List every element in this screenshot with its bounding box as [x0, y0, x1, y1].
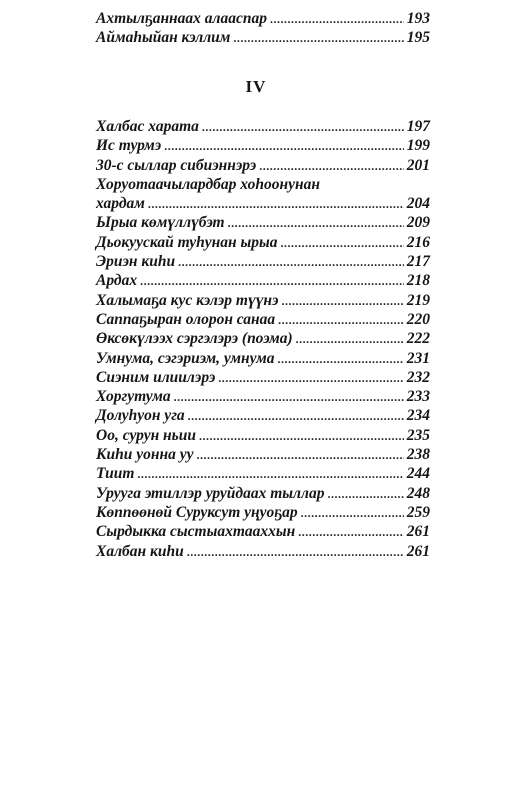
toc-entry-page: 232 [406, 368, 430, 386]
toc-entry [96, 445, 430, 464]
toc-entry-page: 248 [406, 484, 430, 502]
toc-entry [96, 233, 430, 252]
toc-entry-title: Сырдыкка сыстыахтааххын [96, 523, 296, 541]
toc-entry-title: Өксөкүлээх сэргэлэрэ (поэма) [96, 330, 293, 348]
leader-dots [296, 330, 404, 349]
toc-entry-title: Көппөөнөй Суруксут уңуоҕар [96, 503, 298, 521]
toc-entry-page: 235 [406, 426, 430, 444]
leader-dots [188, 407, 404, 426]
toc-main-block [96, 117, 430, 561]
toc-entry-title: Оо, сурун ньии [96, 426, 196, 444]
leader-dots [187, 543, 404, 562]
toc-entry-page: 219 [406, 291, 430, 309]
leader-dots [140, 272, 404, 291]
toc-entry-title: Хоргутума [96, 388, 171, 406]
toc-entry-page: 201 [406, 156, 430, 174]
toc-entry [96, 310, 430, 329]
leader-dots [281, 234, 404, 253]
toc-entry-page: 195 [406, 29, 430, 47]
toc-entry-multiline [96, 175, 430, 214]
toc-entry-title: Халымаҕа кус кэлэр түүнэ [96, 291, 279, 309]
toc-entry-page: 259 [406, 503, 430, 521]
toc-entry-page: 217 [406, 253, 430, 271]
toc-entry-title: Умнума, сэгэриэм, умнума [96, 349, 275, 367]
toc-entry-page: 222 [406, 330, 430, 348]
toc-entry-page: 261 [406, 523, 430, 541]
leader-dots [281, 292, 403, 311]
toc-entry-title: Эриэн киһи [96, 253, 176, 271]
toc-entry-title: Аймаһыйан кэллим [96, 29, 231, 47]
toc-entry-page: 199 [406, 137, 430, 155]
leader-dots [164, 137, 404, 156]
toc-entry [96, 426, 430, 445]
toc-entry-title: Ырыа көмүллүбэт [96, 214, 225, 232]
leader-dots [174, 388, 404, 407]
leader-dots [270, 10, 404, 29]
leader-dots [202, 118, 404, 137]
leader-dots [301, 504, 404, 523]
toc-entry-title: Киһи уонна уу [96, 446, 194, 464]
toc-entry [96, 136, 430, 155]
toc-entry-title: 30-с сыллар сибиэннэрэ [96, 156, 257, 174]
toc-entry-title: Тиит [96, 465, 135, 483]
toc-entry-page: 209 [406, 214, 430, 232]
leader-dots [298, 523, 403, 542]
toc-entry-page: 233 [406, 388, 430, 406]
leader-dots [137, 465, 403, 484]
toc-entry [96, 522, 430, 541]
toc-entry-page: 193 [406, 10, 430, 27]
toc-entry-page: 238 [406, 446, 430, 464]
toc-entry-page: 244 [406, 465, 430, 483]
leader-dots [196, 446, 403, 465]
toc-entry-page: 261 [406, 542, 430, 560]
leader-dots [199, 427, 404, 446]
toc-entry [96, 406, 430, 425]
toc-entry-title: Халбан киһи [96, 542, 184, 560]
toc-top-block [96, 9, 430, 48]
toc-entry [96, 464, 430, 483]
toc-entry [96, 542, 430, 561]
toc-entry [96, 387, 430, 406]
leader-dots [327, 485, 403, 504]
toc-entry-title: Ахтылҕаннаах алааспар [96, 10, 267, 27]
leader-dots [277, 350, 403, 369]
toc-entry-title: Хоруотаачылардбар хоһоонунан [96, 175, 320, 193]
toc-entry-title: Ис турмэ [96, 137, 162, 155]
toc-entry-page: 218 [406, 272, 430, 290]
toc-entry-title-cont: хардам [96, 195, 145, 213]
leader-dots [233, 29, 403, 48]
toc-entry-title: Сиэним илиилэрэ [96, 368, 216, 386]
toc-entry-page: 216 [406, 233, 430, 251]
toc-entry [96, 9, 430, 28]
toc-entry [96, 28, 430, 47]
toc-entry [96, 368, 430, 387]
toc-entry-page: 197 [406, 118, 430, 135]
toc-entry-title: Халбас харата [96, 118, 199, 135]
toc-entry [96, 484, 430, 503]
toc-entry [96, 252, 430, 271]
toc-entry-page: 204 [406, 195, 430, 213]
leader-dots [178, 253, 404, 272]
toc-entry-continuation [96, 194, 430, 213]
toc-entry [96, 213, 430, 232]
toc-entry-title: Ардах [96, 272, 138, 290]
toc-entry [96, 117, 430, 136]
leader-dots [259, 157, 404, 176]
leader-dots [148, 195, 404, 214]
toc-entry-page: 231 [406, 349, 430, 367]
toc-entry [96, 156, 430, 175]
toc-entry-title: Дьокуускай туһунан ырыа [96, 233, 278, 251]
toc-entry-title: Саппаҕыран олорон санаа [96, 310, 276, 328]
section-heading: IV [245, 77, 267, 96]
toc-entry-title: Долуһуон уга [96, 407, 185, 425]
toc-entry [96, 349, 430, 368]
toc-entry [96, 503, 430, 522]
leader-dots [228, 214, 404, 233]
toc-entry [96, 291, 430, 310]
leader-dots [278, 311, 404, 330]
toc-entry-page: 234 [406, 407, 430, 425]
toc-entry-page: 220 [406, 310, 430, 328]
toc-entry [96, 329, 430, 348]
toc-entry-title: Урууга этиллэр уруйдаах тыллар [96, 484, 325, 502]
leader-dots [218, 369, 403, 388]
toc-entry [96, 271, 430, 290]
